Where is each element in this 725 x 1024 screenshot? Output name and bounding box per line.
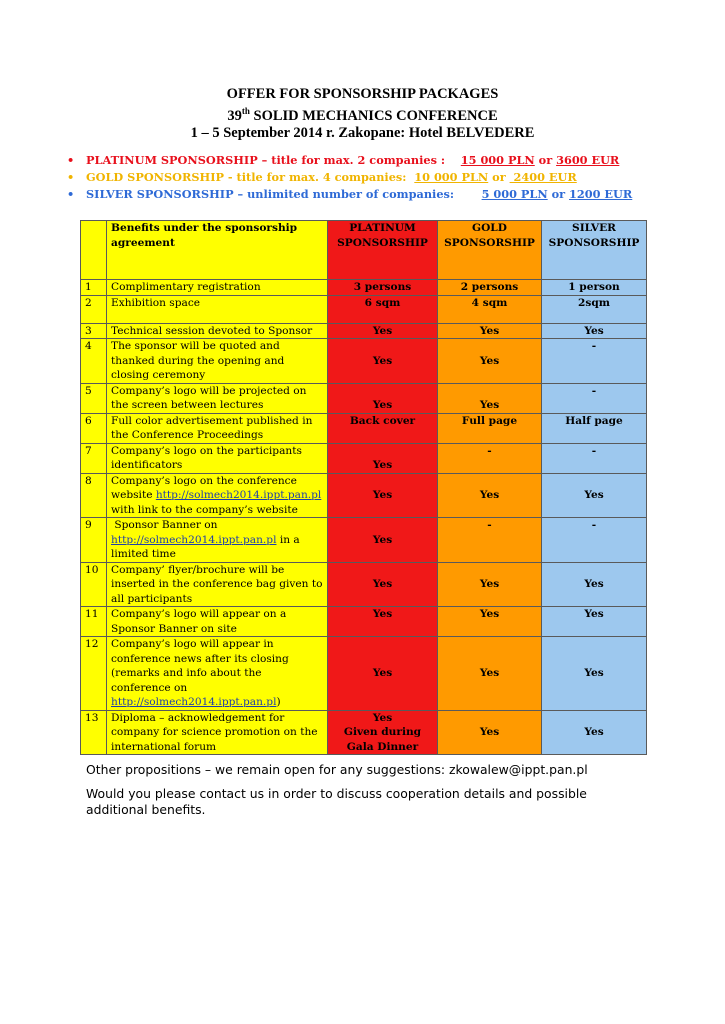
row-number: 2 (81, 295, 107, 323)
row-number: 12 (81, 637, 107, 711)
silver-value: Yes (542, 637, 647, 711)
package-list (64, 152, 704, 203)
platinum-value-line: Gala Dinner (346, 740, 419, 753)
silver-value: Yes (542, 710, 647, 755)
gold-value: Yes (438, 323, 542, 339)
row-benefit: Company’s logo will be projected on the screen between lectures (107, 383, 328, 413)
row-benefit-text: Company’s logo will appear in conference news after its closing (remarks and info about the conference on (111, 638, 289, 694)
row-number: 7 (81, 443, 107, 473)
silver-value: Yes (542, 607, 647, 637)
table-row (81, 562, 647, 607)
row-number: 8 (81, 473, 107, 518)
row-benefit: Exhibition space (107, 295, 328, 323)
platinum-value: Yes (328, 443, 438, 473)
row-benefit: Complimentary registration (107, 280, 328, 296)
gold-value: 2 persons (438, 280, 542, 296)
silver-value: Yes (542, 323, 647, 339)
row-number: 5 (81, 383, 107, 413)
package-silver-text: SILVER SPONSORSHIP – unlimited number of companies: (86, 187, 482, 201)
table-row (81, 280, 647, 296)
header-benefits: Benefits under the sponsorship agreement (107, 221, 328, 280)
gold-value: Yes (438, 607, 542, 637)
row-benefit (107, 518, 328, 563)
row-benefit: The sponsor will be quoted and thanked during the opening and closing ceremony (107, 339, 328, 384)
platinum-value: Yes (328, 473, 438, 518)
silver-value: - (542, 518, 647, 563)
conference-website-link[interactable]: http://solmech2014.ippt.pan.pl (155, 489, 322, 501)
platinum-value-line: Given during (343, 726, 422, 738)
row-benefit (107, 473, 328, 518)
row-number: 10 (81, 562, 107, 607)
row-benefit (107, 637, 328, 711)
package-or-text: or (534, 153, 557, 167)
sponsorship-table (80, 220, 647, 755)
offer-title: OFFER FOR SPONSORSHIP PACKAGES (226, 86, 499, 102)
platinum-value-line: Yes (372, 711, 393, 724)
platinum-value: Yes (328, 518, 438, 563)
package-platinum-text: PLATINUM SPONSORSHIP – title for max. 2 companies : (86, 153, 461, 167)
conference-name: SOLID MECHANICS CONFERENCE (249, 107, 498, 124)
silver-value: 2sqm (542, 295, 647, 323)
bullet-icon: • (67, 153, 75, 167)
table-header-row (81, 221, 647, 280)
row-number: 6 (81, 413, 107, 443)
conference-date-venue: 1 – 5 September 2014 r. Zakopane: Hotel BELVEDERE (190, 124, 535, 141)
gold-value: Yes (438, 562, 542, 607)
gold-value: Full page (438, 413, 542, 443)
footer-propositions: Other propositions – we remain open for any suggestions: zkowalew@ippt.pan.pl (86, 762, 588, 777)
package-platinum-pln: 15 000 PLN (460, 153, 535, 167)
title-block (0, 86, 725, 142)
silver-value: Half page (542, 413, 647, 443)
silver-value: - (542, 339, 647, 384)
package-or-text: or (547, 187, 570, 201)
footer-contact: Would you please contact us in order to discuss cooperation details and possible additional benefits. (86, 786, 587, 817)
package-or-text: or (488, 170, 510, 184)
platinum-value: Yes (328, 607, 438, 637)
conference-title (0, 103, 725, 125)
table-row (81, 518, 647, 563)
package-gold (64, 169, 704, 186)
header-num-cell (81, 221, 107, 280)
conference-website-link[interactable]: http://solmech2014.ippt.pan.pl (111, 533, 277, 546)
row-number: 1 (81, 280, 107, 296)
package-gold-text: GOLD SPONSORSHIP - title for max. 4 companies: (86, 170, 415, 184)
package-platinum-eur: 3600 EUR (556, 153, 620, 167)
package-gold-pln: 10 000 PLN (414, 170, 489, 184)
gold-value: 4 sqm (438, 295, 542, 323)
row-benefit: Company’ flyer/brochure will be inserted in the conference bag given to all participants (107, 562, 328, 607)
row-number: 4 (81, 339, 107, 384)
table-row (81, 323, 647, 339)
silver-value: - (542, 383, 647, 413)
row-benefit: Full color advertisement published in the Conference Proceedings (107, 413, 328, 443)
row-benefit: Technical session devoted to Sponsor (107, 323, 328, 339)
gold-value: - (438, 518, 542, 563)
silver-value: - (542, 443, 647, 473)
table-row (81, 637, 647, 711)
row-benefit-text: Company’s logo on the conference website (111, 474, 297, 501)
platinum-value (328, 710, 438, 755)
platinum-value: Yes (328, 339, 438, 384)
table-row (81, 295, 647, 323)
platinum-value: 6 sqm (328, 295, 438, 323)
package-gold-eur: 2400 EUR (509, 170, 577, 184)
gold-value: Yes (438, 473, 542, 518)
row-benefit: Diploma – acknowledgement for company for science promotion on the international forum (107, 710, 328, 755)
platinum-value: Yes (328, 637, 438, 711)
conference-ordinal: th (241, 106, 250, 116)
row-number: 13 (81, 710, 107, 755)
package-silver (64, 186, 704, 203)
table-row (81, 383, 647, 413)
silver-value: Yes (542, 562, 647, 607)
gold-value: Yes (438, 383, 542, 413)
gold-value: Yes (438, 710, 542, 755)
row-benefit-text: ) (276, 696, 281, 708)
table-row (81, 607, 647, 637)
table-row (81, 443, 647, 473)
platinum-value: Yes (328, 562, 438, 607)
platinum-value: Yes (328, 323, 438, 339)
bullet-icon: • (67, 170, 75, 184)
platinum-value: 3 persons (328, 280, 438, 296)
table-row (81, 710, 647, 755)
gold-value: Yes (438, 339, 542, 384)
package-silver-pln: 5 000 PLN (481, 187, 548, 201)
package-silver-eur: 1200 EUR (569, 187, 633, 201)
header-platinum: PLATINUM SPONSORSHIP (328, 221, 438, 280)
silver-value: 1 person (542, 280, 647, 296)
table-row (81, 413, 647, 443)
row-number: 9 (81, 518, 107, 563)
row-number: 11 (81, 607, 107, 637)
conference-website-link[interactable]: http://solmech2014.ippt.pan.pl (111, 696, 277, 708)
platinum-value: Yes (328, 383, 438, 413)
conference-number: 39 (227, 107, 242, 124)
header-gold: GOLD SPONSORSHIP (438, 221, 542, 280)
platinum-value: Back cover (328, 413, 438, 443)
row-benefit-text: with link to the company’s website (111, 503, 298, 516)
row-benefit: Company’s logo on the participants identificators (107, 443, 328, 473)
row-benefit: Company’s logo will appear on a Sponsor Banner on site (107, 607, 328, 637)
row-number: 3 (81, 323, 107, 339)
bullet-icon: • (67, 187, 75, 201)
header-silver: SILVER SPONSORSHIP (542, 221, 647, 280)
package-platinum (64, 152, 704, 169)
table-row (81, 473, 647, 518)
table-row (81, 339, 647, 384)
row-benefit-text: Sponsor Banner on (111, 519, 221, 531)
row-benefit-text: in a limited time (111, 533, 300, 560)
gold-value: - (438, 443, 542, 473)
silver-value: Yes (542, 473, 647, 518)
gold-value: Yes (438, 637, 542, 711)
